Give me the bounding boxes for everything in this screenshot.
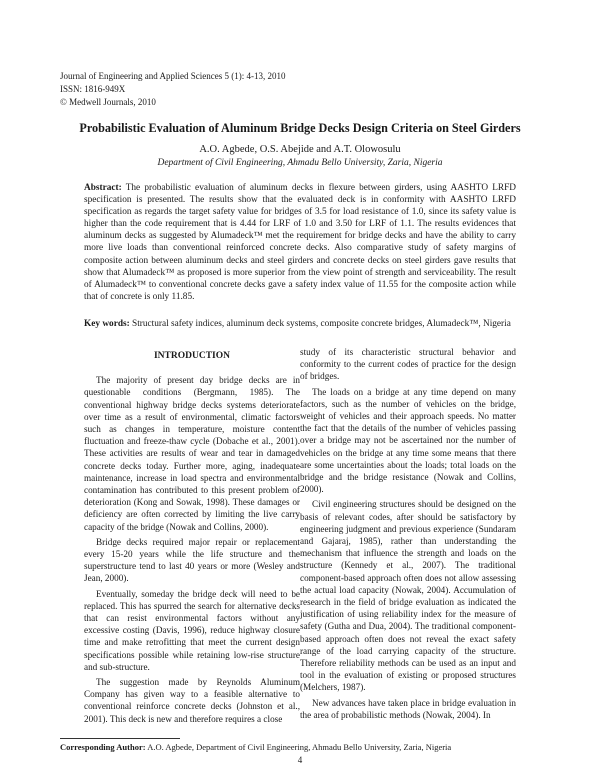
- paragraph: Bridge decks required major repair or replacement every 15-20 years while the life structure and the superstructure tend to last 40 years or more (Wesley and Jean, 2000).: [84, 536, 300, 584]
- paragraph: study of its characteristic structural behavior and conformity to the current codes of practice for the design of bridges.: [300, 347, 516, 382]
- keywords-label: Key words:: [84, 319, 130, 329]
- section-heading-introduction: INTRODUCTION: [153, 351, 230, 361]
- keywords: [84, 318, 516, 330]
- abstract: [84, 182, 516, 303]
- paragraph: The loads on a bridge at any time depend on many factors, such as the number of vehicles on the bridge, weight of vehicles and their approach speeds. No matter the fact that the details of the number of vehicles passing over a bridge may not be ascertained nor the number of vehicles on the bridge at any time some means that there are some uncertainties about the loads; total loads on the bridge and the bridge resistance (Nowak and Collins, 2000).: [300, 386, 516, 495]
- journal-header: [60, 70, 285, 109]
- paper-title: Probabilistic Evaluation of Aluminum Bridge Decks Design Criteria on Steel Girders: [79, 121, 521, 135]
- right-column: [300, 346, 516, 724]
- paragraph: The majority of present day bridge decks are in questionable conditions (Bergmann, 1985). The conventional highway bridge decks systems deteriorate over time as a result of environmental, climatic factors such as changes in temperature, moisture content fluctuation and freeze-thaw cycle (Dobache et al., 2001). These activities are results of wear and tear in damaged concrete decks today. Further more, aging, inadequate maintenance, increase in load spectra and environmental contamination has contributed to this present problem of deterioration (Kong and Sowak, 1998). These damages or deficiency are often corrected by limiting the live carry capacity of the bridge (Nowak and Collins, 2000).: [84, 375, 300, 532]
- journal-citation: Journal of Engineering and Applied Sciences 5 (1): 4-13, 2010: [60, 71, 286, 81]
- abstract-text: The probabilistic evaluation of aluminum decks in flexure between girders, using AASHTO LRFD specification is presented. The results show that the evaluated deck is in conformity with AASHTO LRFD specification as regards the target safety value for bridges of 3.5 for load resistance of 1.0, since its safety value is higher than the code requirement that is 4.44 for LRF of 1.0 and 3.50 for LRF of 1.1. The results evidences that aluminum decks as suggested by Alumadeck™ met the requirement for bridge decks and have the ability to carry more live loads than conventional reinforced concrete decks. Also comparative study of safety margins of composite action between aluminum decks and steel girders and concrete decks on steel girders gave results that show that Alumadeck™ as proposed is more superior from the view point of strength and serviceability. The result of Alumadeck™ to conventional concrete decks gave a safety index value of 11.55 for the composite action while that of concrete is only 11.85.: [84, 183, 516, 302]
- paragraph: Civil engineering structures should be designed on the basis of relevant codes, after should be satisfactory by engineering judgment and previous experience (Sundaram and Gajaraj, 1985), rather than understanding the mechanism that influence the strength and loads on the structure (Kennedy et al., 2007). The traditional component-based approach often does not allow assessing the actual load capacity (Nowak, 2004). Accumulation of research in the field of bridge evaluation as indicated the justification of using reliability index for the measure of safety (Gutha and Dua, 2004). The traditional component-based approach often does not reveal the exact safety range of the load carrying capacity of the structure. Therefore reliability methods can be used as an input and tool in the evaluation of existing or proposed structures (Melchers, 1987).: [300, 499, 516, 693]
- abstract-label: Abstract:: [84, 183, 122, 193]
- author-affiliation: Department of Civil Engineering, Ahmadu Bello University, Zaria, Nigeria: [157, 158, 443, 168]
- journal-issn: ISSN: 1816-949X: [60, 84, 126, 94]
- left-column: [84, 346, 300, 728]
- corresponding-author: [60, 742, 540, 753]
- corresponding-author-label: Corresponding Author:: [60, 742, 146, 752]
- paragraph: Eventually, someday the bridge deck will need to be replaced. This has spurred the search for alternative decks that can resist environmental factors without any excessive costing (Davis, 1996), reduce highway closure time and make retrofitting that meet the current design specifications possible while retaining low-rise structure and sub-structure.: [84, 588, 300, 672]
- corresponding-author-text: A.O. Agbede, Department of Civil Engineering, Ahmadu Bello University, Zaria, Nigeria: [147, 742, 452, 752]
- paragraph: The suggestion made by Reynolds Aluminum Company has given way to a feasible alternative to conventional reinforce concrete decks (Johnston et al., 2001). This deck is new and therefore requires a close: [84, 677, 300, 724]
- journal-copyright: © Medwell Journals, 2010: [60, 97, 156, 107]
- keywords-text: Structural safety indices, aluminum deck systems, composite concrete bridges, Alumadeck™, Nigeria: [132, 319, 511, 329]
- page-number: 4: [297, 755, 303, 765]
- paper-authors: A.O. Agbede, O.S. Abejide and A.T. Olowosulu: [199, 144, 401, 155]
- paragraph: New advances have taken place in bridge evaluation in the area of probabilistic methods (Nowak, 2004). In: [300, 697, 516, 720]
- footnote-divider: [60, 738, 180, 739]
